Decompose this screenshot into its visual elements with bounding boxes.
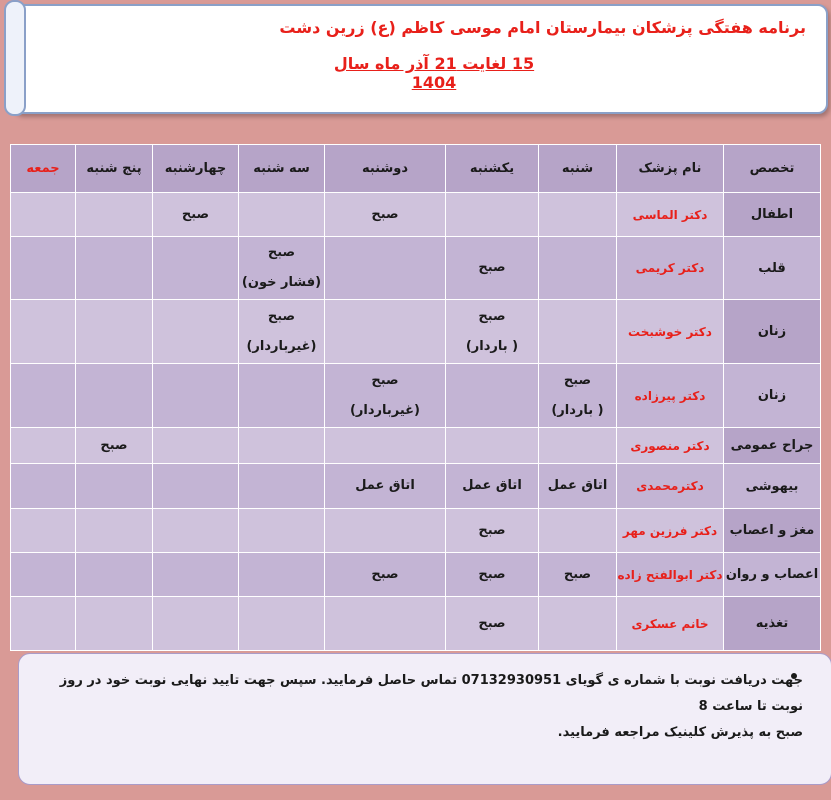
page-title: برنامه هفتگی پزشکان بیمارستان امام موسی کاظم (ع) زرین دشت [279, 18, 806, 37]
schedule-cell [76, 300, 153, 364]
schedule-cell [11, 237, 76, 300]
schedule-cell [153, 428, 239, 464]
shift-label: صبح [267, 308, 296, 324]
specialty-cell: قلب [724, 237, 821, 300]
column-header: یکشنبه [446, 145, 539, 193]
specialty-cell: اعصاب و روان [724, 553, 821, 597]
schedule-cell [539, 553, 617, 597]
schedule-cell [325, 364, 446, 428]
table-row [11, 300, 821, 364]
table-header-row [11, 145, 821, 193]
schedule-cell [239, 193, 325, 237]
schedule-cell [239, 364, 325, 428]
schedule-cell [325, 553, 446, 597]
doctor-name-cell: دکترمحمدی [617, 464, 724, 509]
schedule-cell [446, 428, 539, 464]
schedule-cell [76, 237, 153, 300]
schedule-cell [446, 597, 539, 651]
schedule-cell [539, 597, 617, 651]
shift-label: (فشار خون) [241, 275, 322, 290]
shift-label: اتاق عمل [355, 478, 415, 493]
schedule-cell [153, 193, 239, 237]
doctor-name-cell: دکتر الماسی [617, 193, 724, 237]
schedule-cell [325, 193, 446, 237]
column-header: پنج شنبه [76, 145, 153, 193]
table-row [11, 464, 821, 509]
schedule-cell [539, 509, 617, 553]
shift-label: صبح [478, 522, 506, 538]
shift-label: اتاق عمل [462, 478, 522, 493]
shift-label: صبح [100, 437, 128, 453]
schedule-cell [446, 364, 539, 428]
column-header: چهارشنبه [153, 145, 239, 193]
doctor-name-cell: دکتر کریمی [617, 237, 724, 300]
schedule-cell [446, 193, 539, 237]
table-row [11, 193, 821, 237]
specialty-cell: مغز و اعصاب [724, 509, 821, 553]
specialty-cell: جراح عمومی [724, 428, 821, 464]
specialty-cell: تغذیه [724, 597, 821, 651]
note-line-1: جهت دریافت نوبت با شماره ی گویای 07132930951 تماس حاصل فرمایید. سپس جهت تایید نهایی نوبت خود در روز نوبت تا ساعت 8 [59, 673, 803, 714]
schedule-cell [446, 300, 539, 364]
schedule-cell [239, 237, 325, 300]
schedule-cell [11, 464, 76, 509]
doctor-name-cell: دکتر منصوری [617, 428, 724, 464]
note-line-2: صبح به پذیرش کلینیک مراجعه فرمایید. [557, 725, 803, 740]
info-note [18, 653, 831, 785]
schedule-cell [11, 553, 76, 597]
shift-label: صبح [478, 566, 506, 582]
header-banner [12, 4, 828, 114]
schedule-cell [239, 464, 325, 509]
doctor-name-cell: دکتر پیرزاده [617, 364, 724, 428]
shift-label: (غیرباردار) [246, 338, 317, 354]
schedule-cell [539, 193, 617, 237]
schedule-cell [325, 428, 446, 464]
schedule-cell [11, 509, 76, 553]
schedule-cell [539, 428, 617, 464]
shift-label: صبح [181, 206, 210, 222]
doctor-name-cell: دکتر خوشبخت [617, 300, 724, 364]
schedule-cell [239, 300, 325, 364]
specialty-cell: اطفال [724, 193, 821, 237]
schedule-cell [153, 464, 239, 509]
schedule-cell [76, 193, 153, 237]
note-text [59, 668, 803, 746]
schedule-cell [325, 464, 446, 509]
schedule-cell [239, 428, 325, 464]
doctor-name-cell: خانم عسکری [617, 597, 724, 651]
column-header: سه شنبه [239, 145, 325, 193]
schedule-cell [76, 464, 153, 509]
date-range: 15 لغایت 21 آذر ماه سال 1404 [333, 54, 535, 92]
schedule-cell [325, 300, 446, 364]
schedule-cell [76, 364, 153, 428]
schedule-cell [153, 553, 239, 597]
schedule-cell [76, 428, 153, 464]
shift-label: صبح [563, 372, 592, 388]
schedule-cell [11, 364, 76, 428]
table-row [11, 237, 821, 300]
shift-label: صبح [371, 206, 399, 222]
column-header: شنبه [539, 145, 617, 193]
column-header: جمعه [11, 145, 76, 193]
shift-label: ( باردار) [551, 402, 604, 418]
shift-label: صبح [563, 566, 592, 582]
schedule-cell [446, 509, 539, 553]
shift-label: صبح [478, 260, 506, 275]
specialty-cell: زنان [724, 300, 821, 364]
schedule-cell [446, 464, 539, 509]
shift-label: صبح [478, 308, 506, 324]
scroll-curl-left [4, 0, 26, 116]
schedule-cell [325, 597, 446, 651]
schedule-cell [239, 597, 325, 651]
schedule-cell [153, 300, 239, 364]
schedule-cell [11, 193, 76, 237]
column-header: دوشنبه [325, 145, 446, 193]
shift-label: صبح [371, 566, 399, 582]
schedule-cell [325, 509, 446, 553]
specialty-cell: زنان [724, 364, 821, 428]
schedule-cell [239, 553, 325, 597]
table-row [11, 553, 821, 597]
schedule-cell [11, 428, 76, 464]
schedule-cell [539, 364, 617, 428]
shift-label: ( باردار) [465, 338, 519, 354]
schedule-cell [11, 597, 76, 651]
schedule-cell [239, 509, 325, 553]
schedule-cell [76, 597, 153, 651]
table-row [11, 597, 821, 651]
schedule-cell [76, 553, 153, 597]
table-row [11, 509, 821, 553]
schedule-cell [325, 237, 446, 300]
schedule-cell [153, 364, 239, 428]
table-row [11, 364, 821, 428]
schedule-table [10, 144, 821, 651]
schedule-cell [11, 300, 76, 364]
schedule-cell [76, 509, 153, 553]
specialty-cell: بیهوشی [724, 464, 821, 509]
schedule-cell [153, 509, 239, 553]
column-header: نام پزشک [617, 145, 724, 193]
column-header: تخصص [724, 145, 821, 193]
schedule-cell [446, 553, 539, 597]
shift-label: صبح [371, 372, 399, 388]
shift-label: (غیرباردار) [349, 402, 420, 418]
shift-label: اتاق عمل [547, 478, 608, 493]
doctor-name-cell: دکتر ابوالفتح زاده [617, 553, 724, 597]
schedule-cell [539, 464, 617, 509]
table-row [11, 428, 821, 464]
schedule-cell [446, 237, 539, 300]
schedule-cell [539, 300, 617, 364]
shift-label: صبح [478, 615, 506, 631]
schedule-cell [153, 237, 239, 300]
shift-label: صبح [267, 245, 296, 260]
schedule-cell [153, 597, 239, 651]
doctor-name-cell: دکتر فرزین مهر [617, 509, 724, 553]
schedule-cell [539, 237, 617, 300]
